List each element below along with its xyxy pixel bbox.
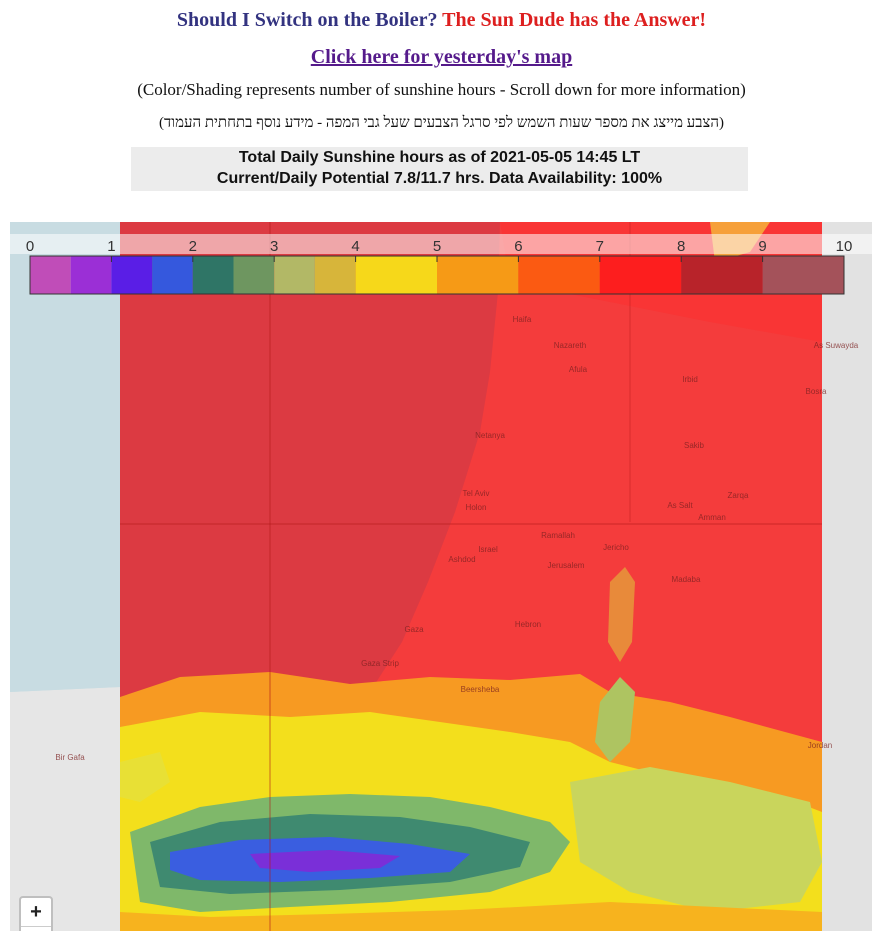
sunshine-legend <box>10 234 872 294</box>
headline-answer: The Sun Dude has the Answer! <box>442 9 707 31</box>
zoom-control[interactable] <box>19 896 53 931</box>
map-place-label: Jerusalem <box>547 561 585 570</box>
map-place-label: Gaza <box>404 625 424 634</box>
map-place-label: Sakib <box>683 441 705 450</box>
map-place-label: Jordan <box>807 741 833 750</box>
land-area-sinai <box>10 687 120 931</box>
legend-swatch <box>274 256 315 294</box>
legend-swatch <box>193 256 234 294</box>
map-canvas[interactable] <box>10 222 872 931</box>
map-place-label: Ramallah <box>541 531 575 540</box>
map-place-label: Amman <box>698 513 726 522</box>
legend-swatch <box>315 256 356 294</box>
stats-total-line: Total Daily Sunshine hours as of 2021-05-05 14:45 LT <box>238 149 641 166</box>
legend-swatch <box>763 256 844 294</box>
map-place-label: Netanya <box>475 431 505 440</box>
sunshine-stats-box <box>131 147 748 191</box>
map-place-label: Gaza Strip <box>361 659 399 668</box>
map-place-label: Zarqa <box>727 491 749 500</box>
map-place-label: Jericho <box>603 543 629 552</box>
legend-swatch <box>234 256 275 294</box>
sunshine-map[interactable] <box>10 222 872 931</box>
legend-tick-label: 8 <box>677 238 686 255</box>
map-place-label: Israel <box>478 545 498 554</box>
map-place-label: Nazareth <box>553 341 587 350</box>
map-place-label: Afula <box>568 365 588 374</box>
legend-swatch <box>30 256 71 294</box>
color-note-hebrew: (הצבע מייצג את מספר שעות השמש לפי סרגל הצבעים שעל גבי המפה - מידע נוסף בתחתית העמוד) <box>159 115 724 131</box>
map-place-label: Madaba <box>671 575 701 584</box>
map-place-label: Tel Aviv <box>462 489 490 498</box>
legend-swatch <box>681 256 762 294</box>
legend-swatch <box>111 256 152 294</box>
legend-swatch <box>152 256 193 294</box>
legend-tick-label: 4 <box>351 238 360 255</box>
map-place-label: Irbid <box>682 375 698 384</box>
map-place-label: Ashdod <box>448 555 476 564</box>
yesterday-map-link[interactable]: Click here for yesterday's map <box>310 46 573 68</box>
legend-swatch <box>71 256 112 294</box>
legend-tick-label: 10 <box>835 238 853 255</box>
map-place-label: Hebron <box>514 620 542 629</box>
legend-tick-label: 2 <box>188 238 197 255</box>
legend-tick-label: 9 <box>758 238 767 255</box>
legend-tick-label: 3 <box>270 238 279 255</box>
stats-potential-line: Current/Daily Potential 7.8/11.7 hrs. Data Availability: 100% <box>216 170 663 187</box>
legend-swatch <box>518 256 599 294</box>
legend-swatch <box>437 256 518 294</box>
land-area-east <box>822 222 872 931</box>
headline-question: Should I Switch on the Boiler? <box>176 9 438 31</box>
color-note-english: (Color/Shading represents number of sunshine hours - Scroll down for more information) <box>137 80 746 99</box>
map-place-label: Bosra <box>805 387 827 396</box>
legend-tick-label: 1 <box>107 238 116 255</box>
page-headline <box>0 6 883 34</box>
map-place-label: As Salt <box>667 501 693 510</box>
map-place-label: As Suwayda <box>813 341 859 350</box>
map-place-label: Holon <box>465 503 487 512</box>
legend-tick-label: 0 <box>25 238 35 255</box>
legend-tick-label: 6 <box>514 238 523 255</box>
yesterday-map-link-row <box>0 43 883 71</box>
map-place-label: Bir Gafa <box>55 753 85 762</box>
legend-tick-label: 5 <box>432 238 442 255</box>
zoom-in-button[interactable]: + <box>21 898 51 927</box>
legend-tick-label: 7 <box>595 238 604 255</box>
legend-swatch <box>600 256 681 294</box>
legend-swatch <box>356 256 437 294</box>
map-place-label: Beersheba <box>460 685 500 694</box>
map-place-label: Haifa <box>512 315 532 324</box>
